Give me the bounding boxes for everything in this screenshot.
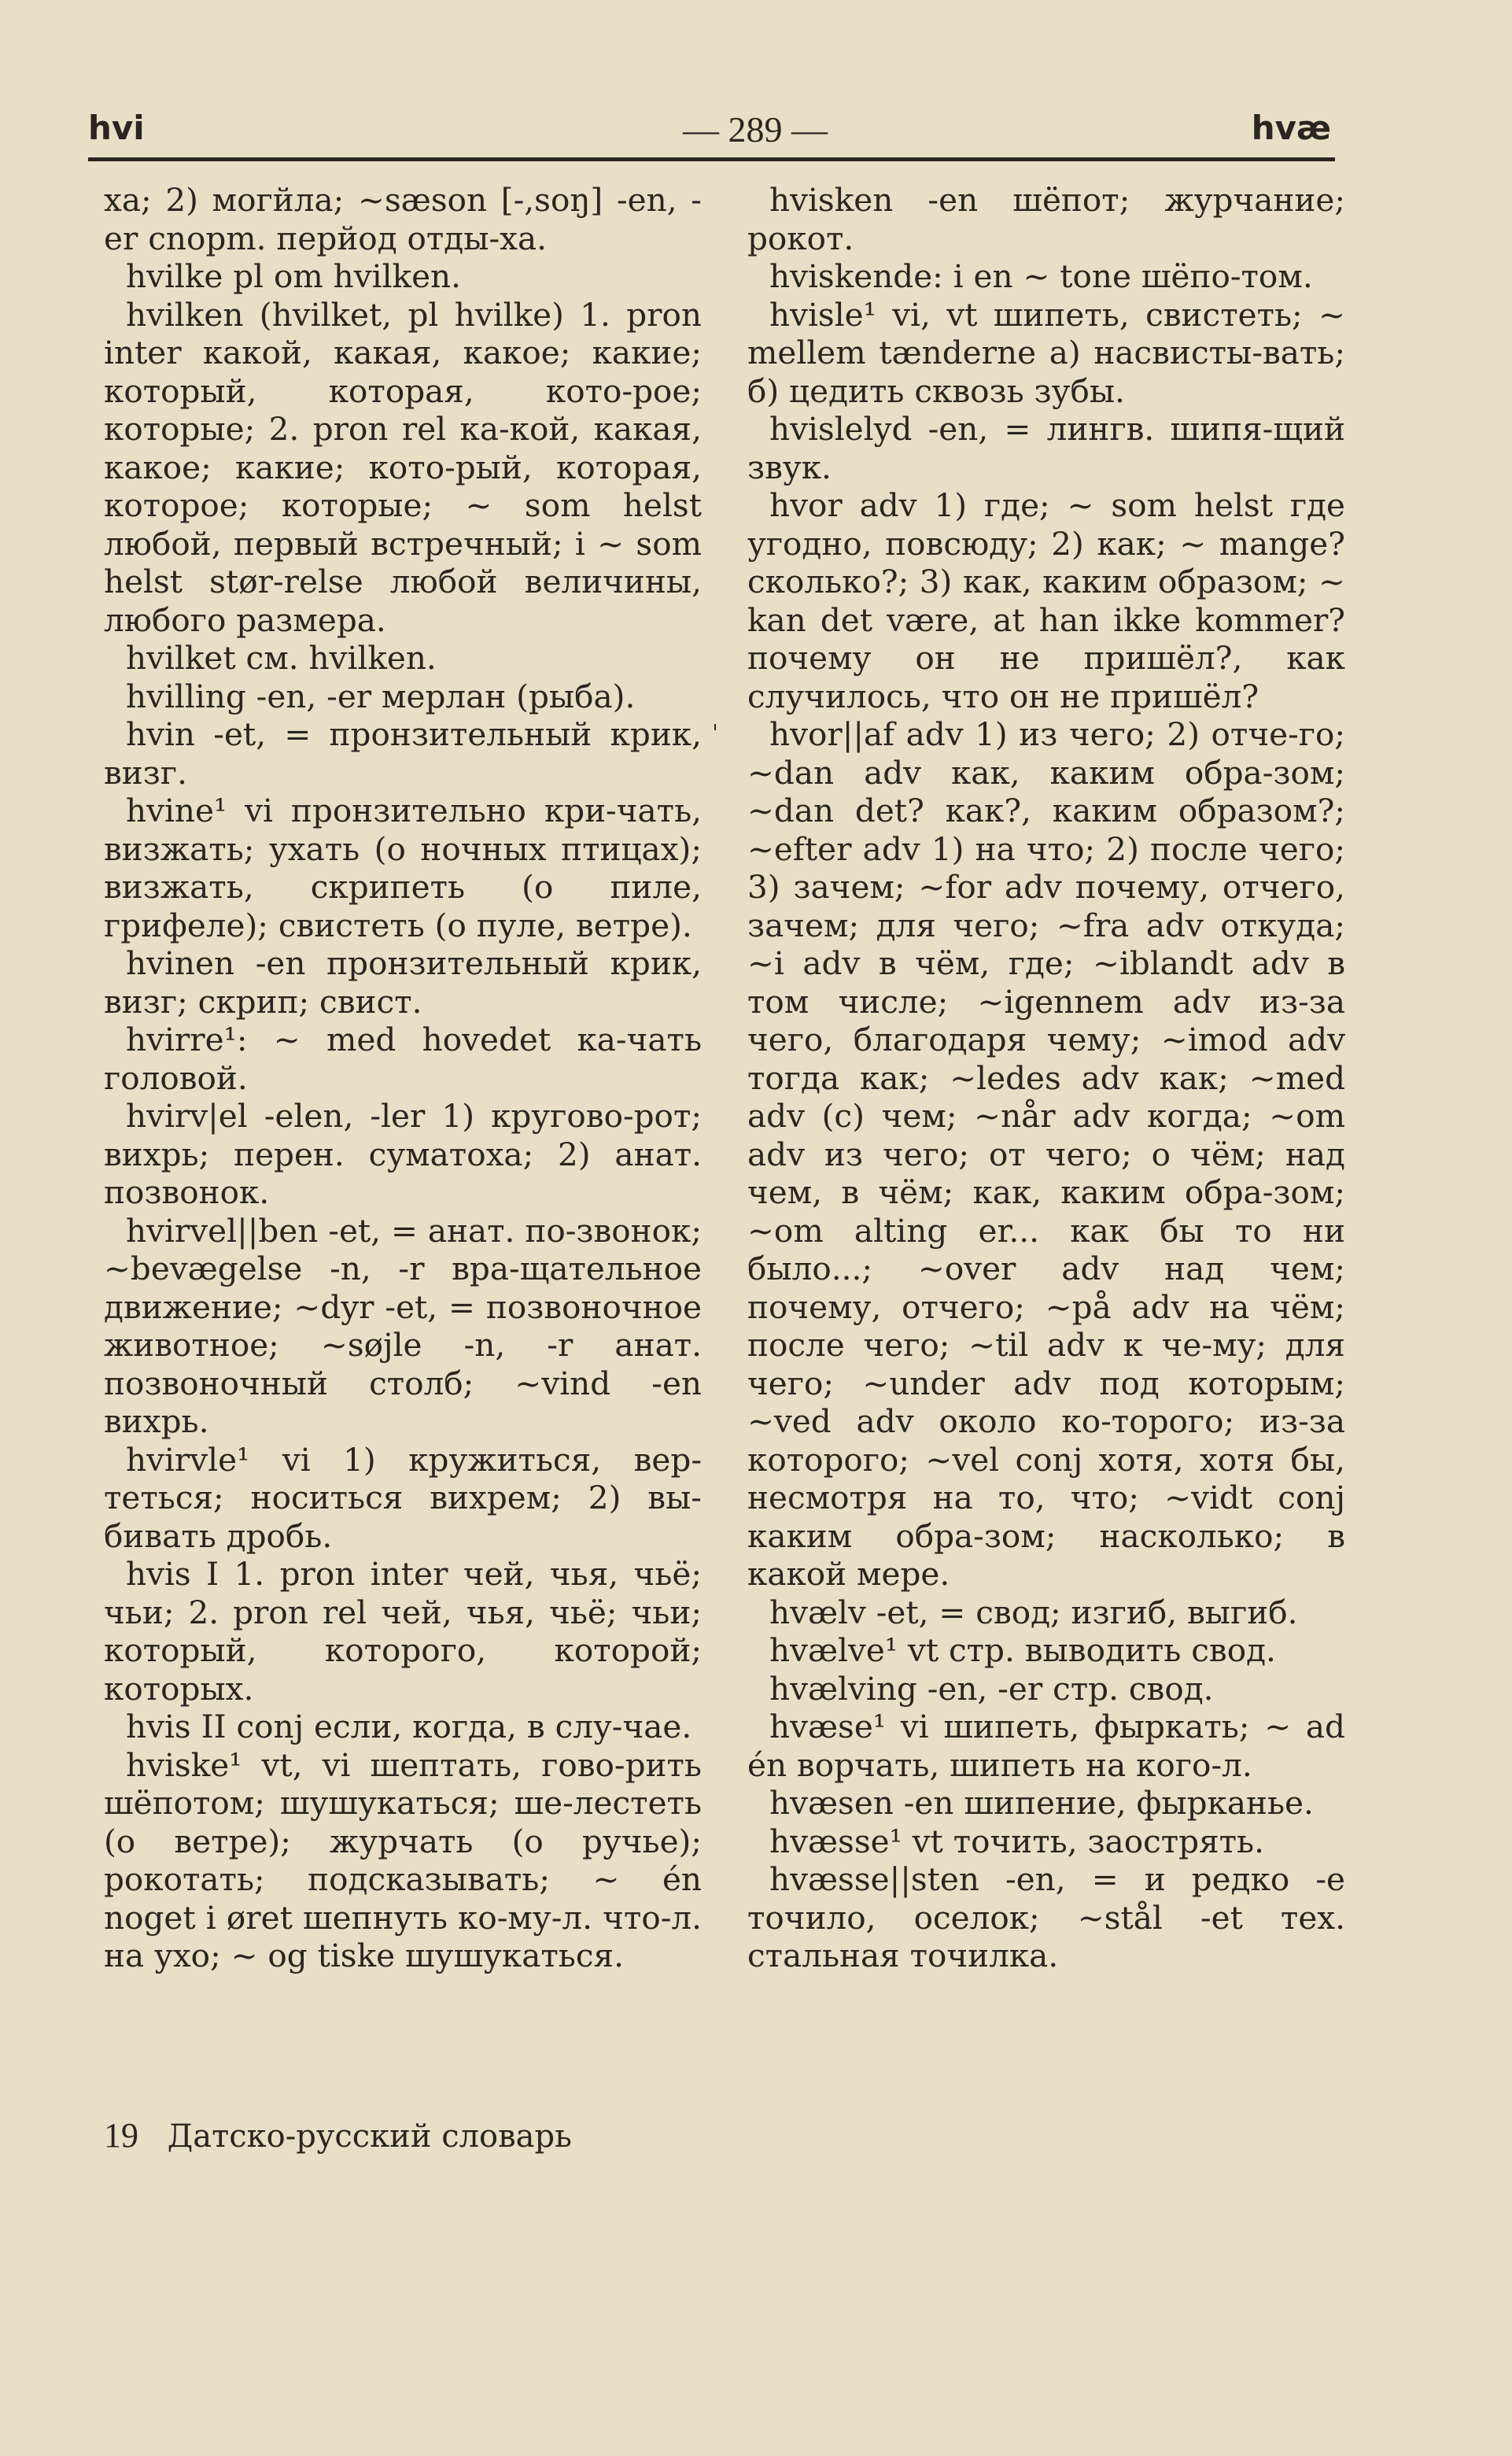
dictionary-entry: hvor||af adv 1) из чего; 2) отче-го; ~dan adv как, каким обра-зом; ~dan det? как?, каким образом?; ~efter adv 1) на что; 2) после чего; 3) зачем; ~for adv почему, отчего, зачем; для чего; ~fra adv откуда; ~i adv в чём, где; ~iblandt adv в том числе; ~igennem adv из-за чего, благодаря чему; ~imod adv тогда как; ~ledes adv как; ~med adv (с) чем; ~når adv когда; ~om adv из чего; от чего; о чём; над чем, в чём; как, каким обра-зом; ~om alting er... как бы то ни было...; ~over adv над чем; почему, отчего; ~på adv на чём; после чего; ~til adv к че-му; для чего; ~under adv под которым; ~ved adv около ко-торого; из-за которого; ~vel conj хотя, хотя бы, несмотря на то, что; ~vidt conj каким обра-зом; насколько; в какой мере.: [747, 715, 1345, 1593]
header-left-guideword: hvi: [88, 109, 145, 147]
dictionary-entry: hvirvle¹ vi 1) кружиться, вер-теться; носиться вихрем; 2) вы-бивать дробь.: [104, 1440, 702, 1555]
dictionary-entry: hvisle¹ vi, vt шипеть, свистеть; ~ mellem tænderne а) насвисты-вать; б) цедить сквозь зубы.: [747, 295, 1345, 410]
dictionary-entry: hvilken (hvilket, pl hvilke) 1. pron inter какой, какая, какое; какие; который, которая, кото-рое; которые; 2. pron rel ка-кой, какая, какое; какие; кото-рый, которая, которое; которые; ~ som helst любой, первый встречный; i ~ som helst stør-relse любой величины, любого размера.: [104, 295, 702, 639]
dictionary-entry: hvælving -en, -er стр. свод.: [769, 1669, 1214, 1708]
dictionary-entry: hvæse¹ vi шипеть, фыркать; ~ ad én ворчать, шипеть на кого-л.: [747, 1708, 1345, 1784]
dictionary-entry: hvirv|el -elen, -ler 1) кругово-рот; вихрь; перен. суматоха; 2) анат. позвонок.: [104, 1097, 702, 1211]
page-number: — 289 —: [683, 109, 828, 150]
dictionary-entry: hvælve¹ vt стр. выводить свод.: [769, 1631, 1276, 1669]
dictionary-entry: hvisken -en шёпот; журчание; рокот.: [747, 181, 1345, 257]
dictionary-entry: hvine¹ vi пронзительно кри-чать, визжать; ухать (о ночных птицах); визжать, скрипеть (о пиле, грифеле); свистеть (о пуле, ветре).: [104, 792, 702, 944]
header-rule: [88, 157, 1335, 161]
page-footer: [104, 2115, 572, 2155]
dictionary-entry: hvilke pl om hvilken.: [126, 257, 462, 295]
dictionary-entry: hvirvel||ben -et, = анат. по-звонок; ~bevægelse -n, -r вра-щательное движение; ~dyr -et, = позвоночное животное; ~søjle -n, -r анат. позвоночный столб; ~vind -en вихрь.: [104, 1211, 702, 1440]
dictionary-entry: hvæsse¹ vt точить, заострять.: [769, 1822, 1264, 1860]
right-column: [747, 181, 1345, 1975]
dictionary-entry: hvæsen -en шипение, фырканье.: [769, 1784, 1314, 1822]
dictionary-entry: hvirre¹: ~ med hovedet ка-чать головой.: [104, 1021, 702, 1097]
signature-number: 19: [104, 2116, 138, 2155]
dictionary-entry: hvilling -en, -er мерлан (рыба).: [126, 677, 636, 715]
dictionary-entry: hviske¹ vt, vi шептать, гово-рить шёпотом; шушукаться; ше-лестеть (о ветре); журчать (о ручье); рокотать; подсказывать; ~ én noget i øret шепнуть ко-му-л. что-л. на ухо; ~ og tiske шушукаться.: [104, 1745, 702, 1974]
dictionary-entry: hvin -et, = пронзительный крик, визг.: [104, 715, 702, 792]
column-divider-mark: [714, 724, 716, 730]
header-right-guideword: hvæ: [1251, 109, 1331, 147]
left-column: [104, 181, 702, 1975]
dictionary-entry: hvæsse||sten -en, = и редко -e точило, оселок; ~stål -et тех. стальная точилка.: [747, 1860, 1345, 1974]
dictionary-entry: hvislelyd -en, = лингв. шипя-щий звук.: [747, 410, 1345, 486]
dictionary-entry: hviskende: i en ~ tone шёпо-том.: [769, 257, 1313, 295]
book-title: Датско-русский словарь: [167, 2118, 572, 2155]
dictionary-entry: hvinen -en пронзительный крик, визг; скрип; свист.: [104, 944, 702, 1021]
dictionary-entry: hvilket см. hvilken.: [126, 639, 437, 677]
dictionary-entry: hvis I 1. pron inter чей, чья, чьё; чьи; 2. pron rel чей, чья, чьё; чьи; который, которого, которой; которых.: [104, 1555, 702, 1708]
dictionary-entry: hvis II conj если, когда, в слу-чае.: [126, 1708, 692, 1745]
dictionary-entry: xa; 2) могйла; ~sæson [-,soŋ] -en, -er cnopm. перйод отды-ха.: [104, 181, 702, 257]
dictionary-entry: hvor adv 1) где; ~ som helst где угодно, повсюду; 2) как; ~ mange? сколько?; 3) как, каким образом; ~ kan det være, at han ikke kommer? почему он не пришёл?, как случилось, что он не пришёл?: [747, 486, 1345, 715]
dictionary-entry: hvælv -et, = свод; изгиб, выгиб.: [769, 1593, 1298, 1631]
